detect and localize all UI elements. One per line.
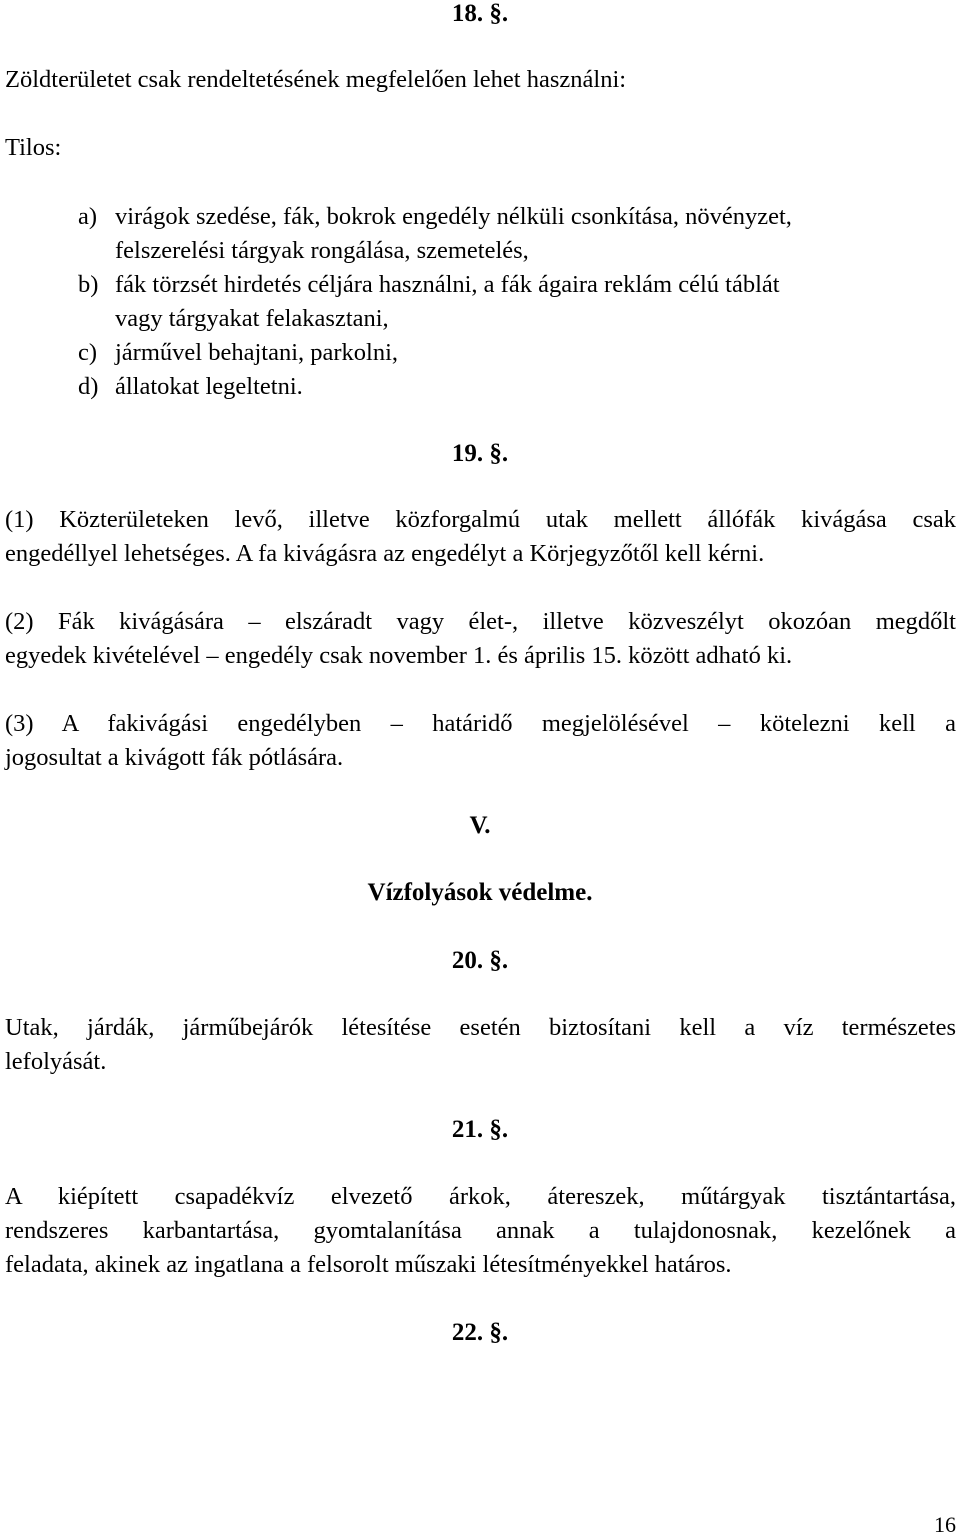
list-item-c	[78, 336, 398, 370]
section-19-paragraph-3-line-2: jogosultat a kivágott fák pótlására.	[5, 744, 344, 771]
list-item-text: állatokat legeltetni.	[115, 373, 303, 400]
section-19-paragraph-2-line-1: (2) Fák kivágására – elszáradt vagy élet-, illetve közveszélyt okozóan megdőlt	[5, 608, 956, 635]
list-item-label: c)	[78, 339, 98, 366]
section-20-heading: 20. §.	[451, 947, 509, 974]
section-21-heading: 21. §.	[451, 1116, 509, 1143]
chapter-title: Vízfolyások védelme.	[367, 879, 593, 906]
list-item-label: b)	[78, 271, 99, 298]
list-item-text: járművel behajtani, parkolni,	[115, 339, 399, 366]
section-18-intro: Zöldterületet csak rendeltetésének megfelelően lehet használni:	[5, 66, 627, 93]
list-item-a-continuation: felszerelési tárgyak rongálása, szemetelés,	[115, 237, 529, 264]
section-22-heading: 22. §.	[451, 1319, 509, 1346]
section-21-line-3: feladata, akinek az ingatlana a felsorolt műszaki létesítményekkel határos.	[5, 1251, 732, 1278]
section-19-paragraph-3-line-1: (3) A fakivágási engedélyben – határidő megjelölésével – kötelezni kell a	[5, 710, 956, 737]
list-item-text: virágok szedése, fák, bokrok engedély nélküli csonkítása, növényzet,	[115, 203, 792, 230]
section-19-paragraph-2-line-2: egyedek kivételével – engedély csak november 1. és április 15. között adható ki.	[5, 642, 793, 669]
chapter-number: V.	[469, 812, 491, 839]
section-21-line-1: A kiépített csapadékvíz elvezető árkok, átereszek, műtárgyak tisztántartása,	[5, 1183, 956, 1210]
list-item-b-continuation: vagy tárgyakat felakasztani,	[115, 305, 389, 332]
section-19-heading: 19. §.	[451, 440, 509, 467]
section-19-paragraph-1-line-1: (1) Közterületeken levő, illetve közforgalmú utak mellett állófák kivágása csak	[5, 506, 956, 533]
list-item-a	[78, 200, 792, 234]
section-20-line-2: lefolyását.	[5, 1048, 107, 1075]
list-item-d	[78, 370, 303, 404]
section-19-paragraph-1-line-2: engedéllyel lehetséges. A fa kivágásra az engedélyt a Körjegyzőtől kell kérni.	[5, 540, 765, 567]
list-item-text: fák törzsét hirdetés céljára használni, a fák ágaira reklám célú táblát	[115, 271, 780, 298]
list-item-label: d)	[78, 373, 99, 400]
section-18-heading: 18. §.	[451, 0, 509, 27]
section-21-line-2: rendszeres karbantartása, gyomtalanítása annak a tulajdonosnak, kezelőnek a	[5, 1217, 956, 1244]
section-20-line-1: Utak, járdák, járműbejárók létesítése esetén biztosítani kell a víz természetes	[5, 1014, 956, 1041]
list-item-b	[78, 268, 780, 302]
list-item-label: a)	[78, 203, 98, 230]
page-number: 16	[934, 1512, 956, 1537]
section-18-tilos-label: Tilos:	[5, 134, 62, 161]
